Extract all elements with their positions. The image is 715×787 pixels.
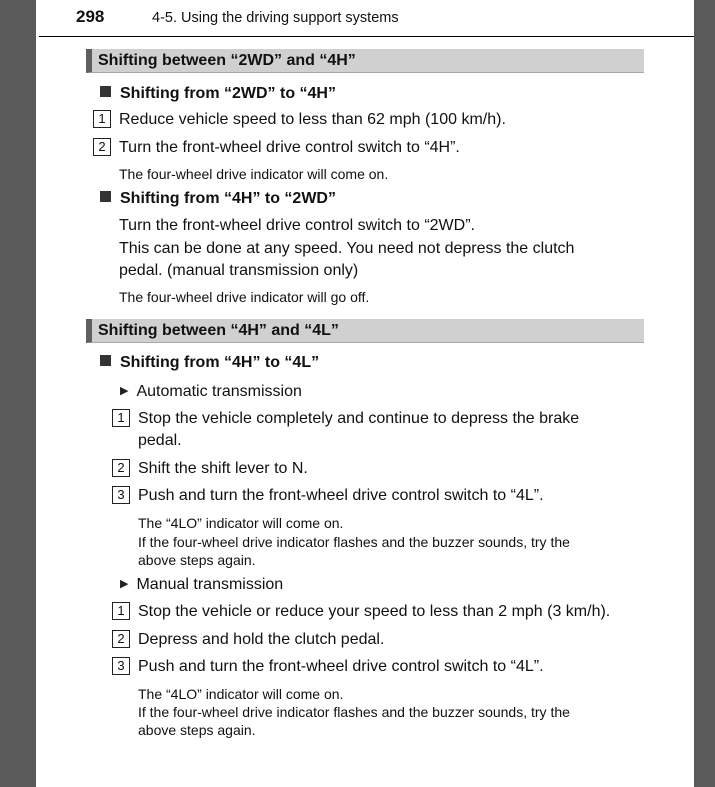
note-text: If the four-wheel drive indicator flashes and the buzzer sounds, try the xyxy=(138,704,570,720)
transmission-label: ▶ Automatic transmission xyxy=(120,383,302,400)
step-text: Push and turn the front-wheel drive control switch to “4L”. xyxy=(138,658,544,675)
step-text: Push and turn the front-wheel drive control switch to “4L”. xyxy=(138,487,544,504)
step-text: pedal. xyxy=(138,432,182,449)
subsection-heading: Shifting from “2WD” to “4H” xyxy=(100,85,336,103)
step-number: 3 xyxy=(112,486,130,504)
step-text: Shift the shift lever to N. xyxy=(138,460,308,477)
step-text: Reduce vehicle speed to less than 62 mph (100 km/h). xyxy=(119,111,506,128)
step-number: 2 xyxy=(93,138,111,156)
body-text: This can be done at any speed. You need not depress the clutch xyxy=(119,240,575,257)
note-text: If the four-wheel drive indicator flashes and the buzzer sounds, try the xyxy=(138,534,570,550)
step-text: Depress and hold the clutch pedal. xyxy=(138,631,385,648)
note-text: The four-wheel drive indicator will come on. xyxy=(119,166,389,182)
step-number: 1 xyxy=(93,110,111,128)
square-bullet-icon xyxy=(100,191,111,202)
step-text: Turn the front-wheel drive control switch to “4H”. xyxy=(119,139,460,156)
square-bullet-icon xyxy=(100,355,111,366)
step-text: Stop the vehicle completely and continue to depress the brake xyxy=(138,410,580,427)
triangle-bullet-icon: ▶ xyxy=(120,385,129,397)
section-title: Shifting between “4H” and “4L” xyxy=(98,322,339,339)
chapter-title: 4-5. Using the driving support systems xyxy=(152,10,399,26)
step-text: Stop the vehicle or reduce your speed to less than 2 mph (3 km/h). xyxy=(138,603,611,620)
note-text: The four-wheel drive indicator will go off. xyxy=(119,289,370,305)
step-number: 1 xyxy=(112,409,130,427)
note-text: above steps again. xyxy=(138,552,256,568)
document-page xyxy=(36,0,694,787)
subsection-heading: Shifting from “4H” to “4L” xyxy=(100,354,319,372)
step-number: 3 xyxy=(112,657,130,675)
step-number: 2 xyxy=(112,459,130,477)
page-number: 298 xyxy=(76,7,105,26)
square-bullet-icon xyxy=(100,86,111,97)
body-text: pedal. (manual transmission only) xyxy=(119,262,359,279)
subsection-heading: Shifting from “4H” to “2WD” xyxy=(100,190,336,208)
section-heading-4h-4l xyxy=(86,319,644,343)
transmission-label: ▶ Manual transmission xyxy=(120,576,284,593)
section-title: Shifting between “2WD” and “4H” xyxy=(98,52,356,69)
step-number: 2 xyxy=(112,630,130,648)
triangle-bullet-icon: ▶ xyxy=(120,578,129,590)
note-text: The “4LO” indicator will come on. xyxy=(138,686,344,702)
note-text: above steps again. xyxy=(138,722,256,738)
note-text: The “4LO” indicator will come on. xyxy=(138,515,344,531)
body-text: Turn the front-wheel drive control switch to “2WD”. xyxy=(119,217,475,234)
step-number: 1 xyxy=(112,602,130,620)
header-divider xyxy=(39,36,694,37)
section-heading-2wd-4h xyxy=(86,49,644,73)
